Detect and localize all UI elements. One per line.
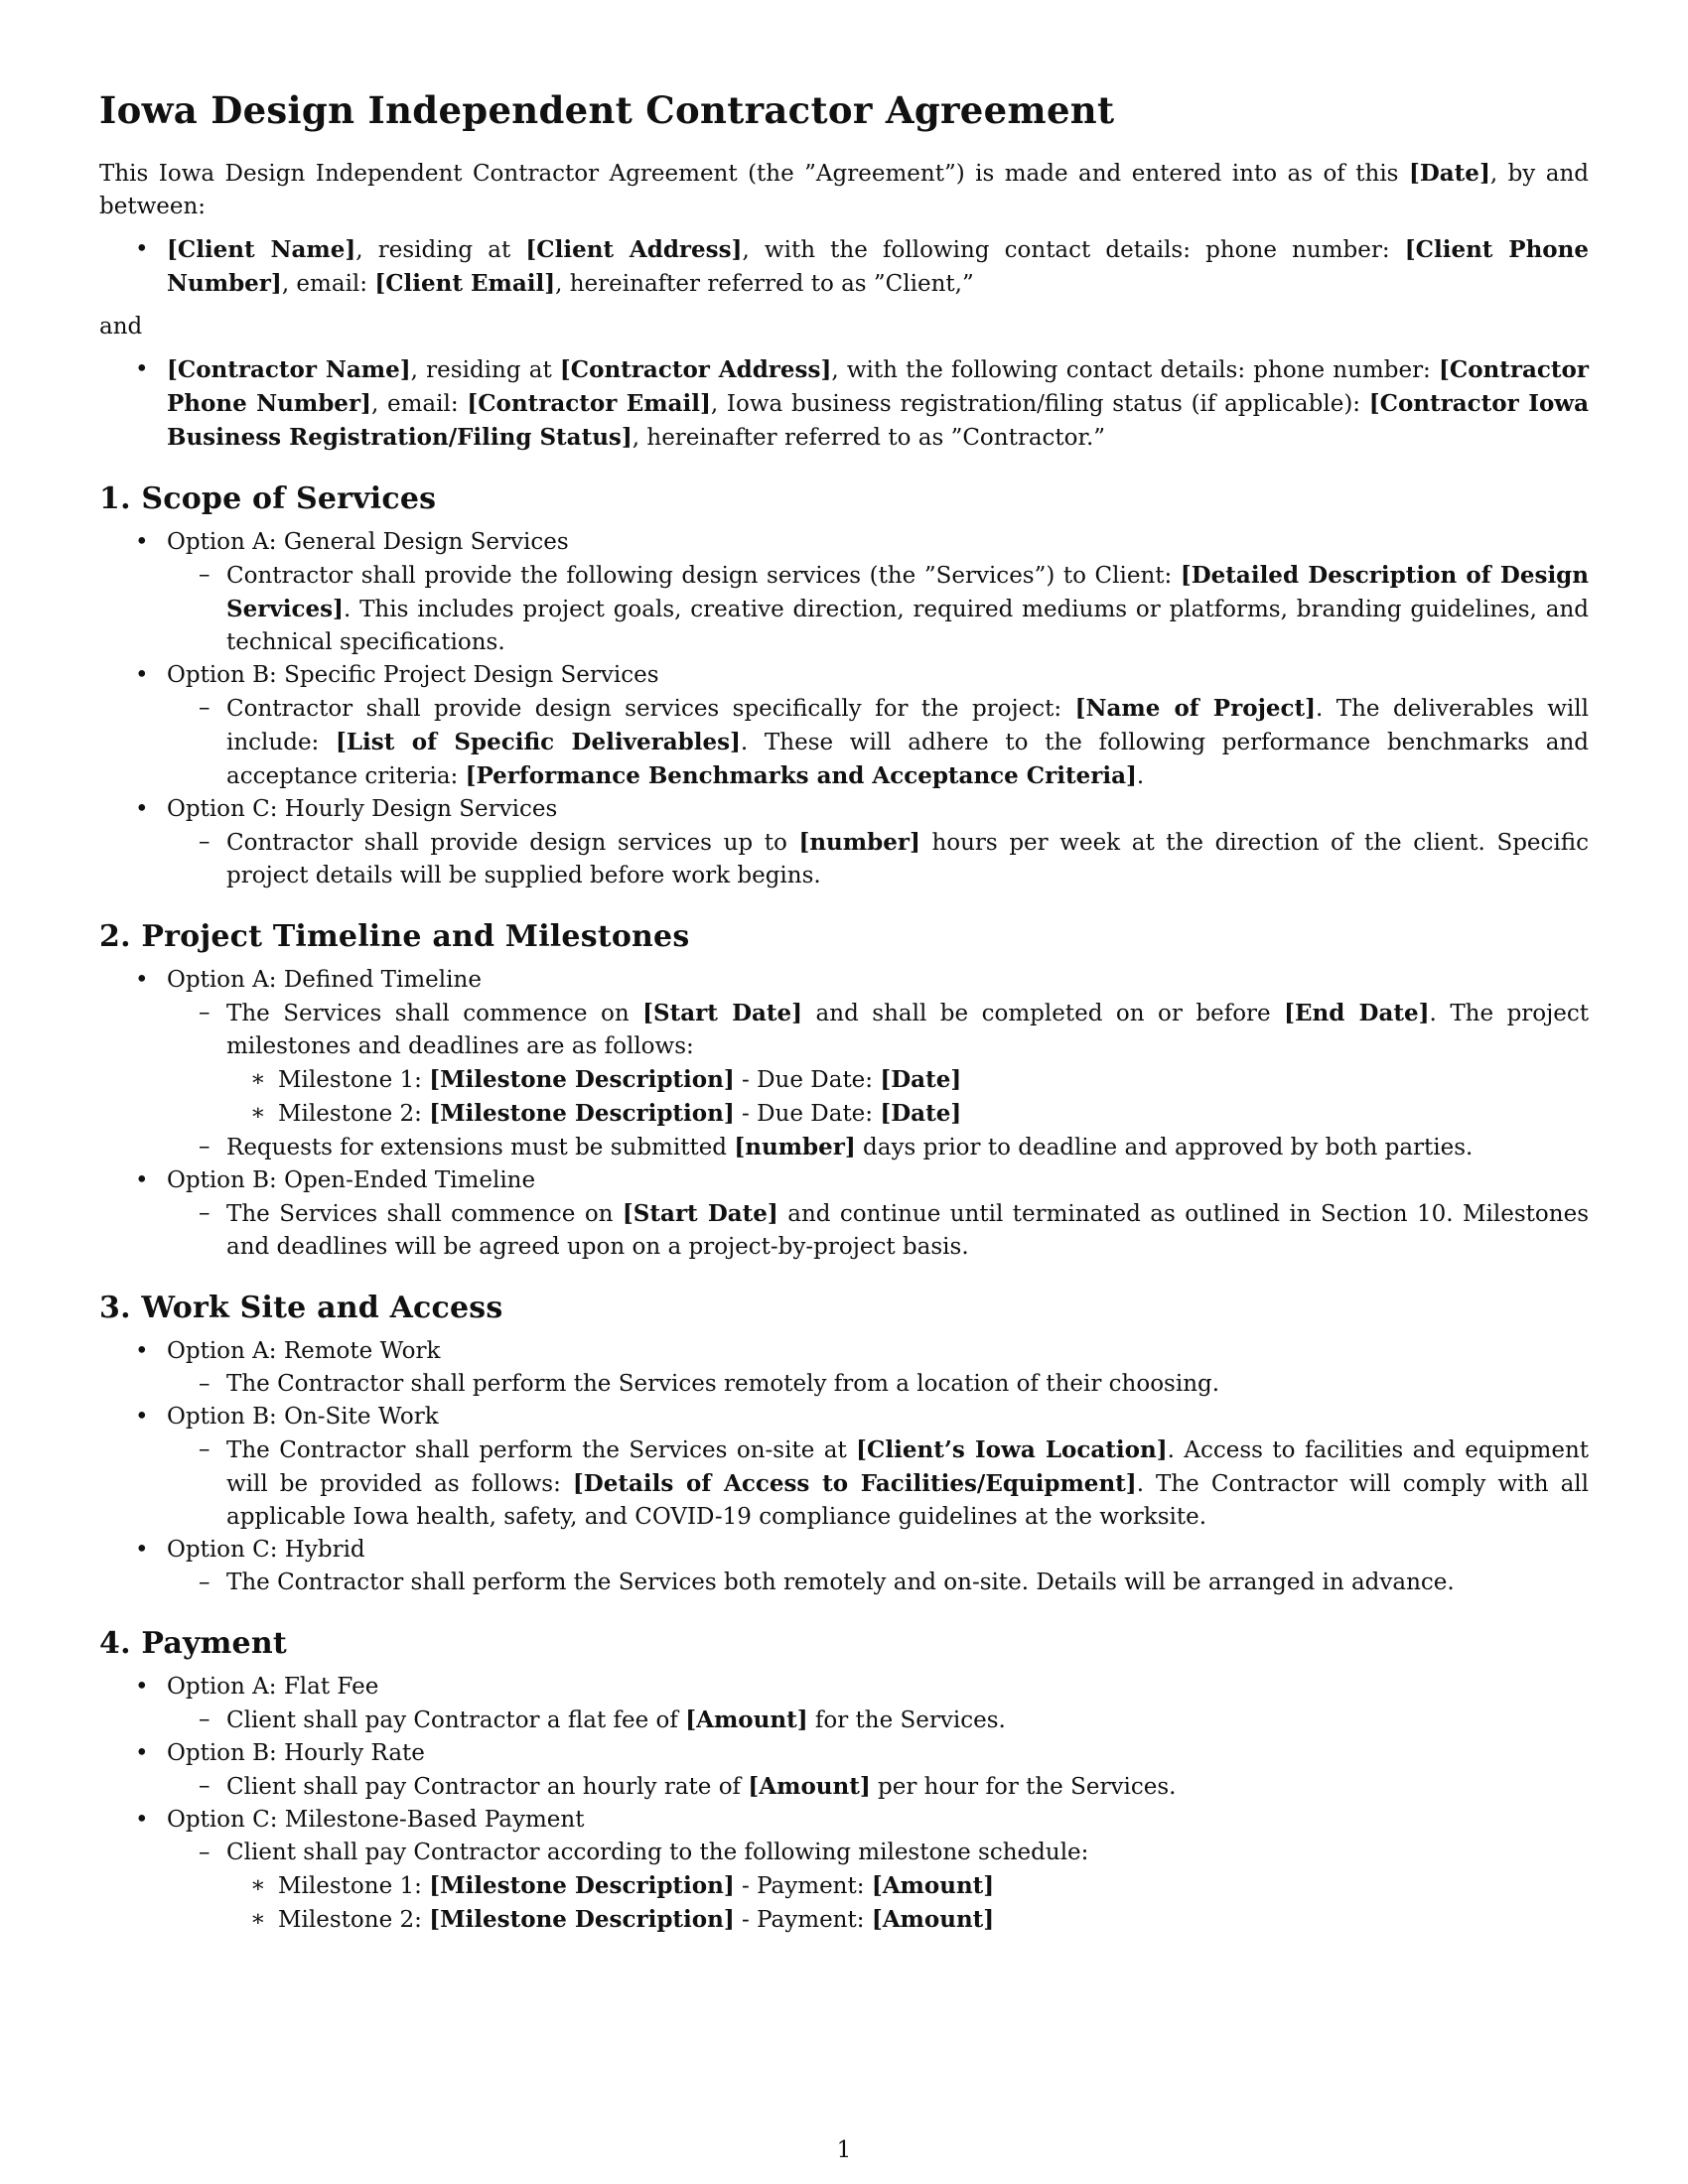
option-detail bbox=[167, 826, 1589, 892]
placeholder: [Milestone Description] bbox=[429, 1906, 735, 1933]
option-detail bbox=[167, 1567, 1589, 1599]
option-label: Option C: Hybrid bbox=[167, 1537, 365, 1563]
placeholder: [Start Date] bbox=[622, 1200, 778, 1227]
section-heading-timeline: 2. Project Timeline and Milestones bbox=[99, 919, 690, 954]
milestone-list bbox=[167, 1063, 1589, 1131]
placeholder: [Date] bbox=[880, 1066, 962, 1093]
milestone-text: - Payment: bbox=[734, 1873, 872, 1899]
option-details bbox=[99, 692, 1589, 793]
placeholder: [Start Date] bbox=[642, 1000, 803, 1026]
option-details bbox=[99, 1567, 1589, 1599]
milestone-text: Milestone 1: bbox=[278, 1067, 430, 1093]
placeholder: [List of Specific Deliverables] bbox=[336, 729, 741, 755]
option-detail bbox=[167, 692, 1589, 793]
party-text: , residing at bbox=[355, 237, 526, 263]
option-label: Option A: Defined Timeline bbox=[167, 967, 482, 993]
party-text: , hereinafter referred to as ”Contractor.” bbox=[632, 425, 1106, 451]
detail-text: . Access to facilities and equipment will be provided as follows: bbox=[226, 1437, 1589, 1497]
option-label: Option B: Open-Ended Timeline bbox=[167, 1167, 536, 1193]
contractor-registration-placeholder: [Contractor Iowa Business Registration/Filing Status] bbox=[167, 390, 1589, 451]
detail-text: Client shall pay Contractor an hourly rate of bbox=[226, 1774, 749, 1800]
option-item bbox=[99, 1804, 1589, 1937]
payment-options bbox=[99, 1671, 1589, 1937]
detail-text: . This includes project goals, creative direction, required mediums or platforms, branding guidelines, and technical specifications. bbox=[226, 597, 1589, 655]
party-text: , Iowa business registration/filing status (if applicable): bbox=[710, 391, 1369, 417]
and-connector: and bbox=[99, 314, 143, 340]
timeline-options bbox=[99, 964, 1589, 1264]
detail-text: days prior to deadline and approved by both parties. bbox=[855, 1135, 1474, 1160]
client-name-placeholder: [Client Name] bbox=[167, 236, 356, 263]
placeholder: [Amount] bbox=[871, 1906, 995, 1933]
placeholder: [Milestone Description] bbox=[429, 1100, 735, 1127]
intro-text: This Iowa Design Independent Contractor Agreement (the ”Agreement”) is made and entered into as of this bbox=[99, 161, 1409, 187]
detail-text: hours per week at the direction of the client. Specific project details will be supplied before work begins. bbox=[226, 830, 1589, 888]
intro-text: , by and between: bbox=[99, 161, 1590, 219]
milestone-text: - Payment: bbox=[734, 1907, 872, 1933]
contractor-phone-placeholder: [Contractor Phone Number] bbox=[167, 356, 1589, 417]
placeholder: [number] bbox=[734, 1134, 856, 1160]
milestone-text: Milestone 2: bbox=[278, 1907, 430, 1933]
section-heading-payment: 4. Payment bbox=[99, 1626, 287, 1661]
option-label: Option B: Specific Project Design Services bbox=[167, 662, 659, 688]
detail-text: Contractor shall provide design services up to bbox=[226, 830, 799, 856]
option-item bbox=[99, 793, 1589, 892]
party-text: , with the following contact details: phone number: bbox=[742, 237, 1405, 263]
milestone-list bbox=[167, 1869, 1589, 1937]
option-label: Option B: On-Site Work bbox=[167, 1404, 439, 1430]
option-details bbox=[99, 1704, 1589, 1737]
document-title: Iowa Design Independent Contractor Agreement bbox=[99, 88, 1115, 132]
detail-text: per hour for the Services. bbox=[870, 1774, 1177, 1800]
client-email-placeholder: [Client Email] bbox=[374, 270, 556, 297]
placeholder: [Date] bbox=[880, 1100, 962, 1127]
detail-text: Contractor shall provide the following design services (the ”Services”) to Client: bbox=[226, 563, 1181, 589]
option-item bbox=[99, 526, 1589, 659]
option-label: Option B: Hourly Rate bbox=[167, 1740, 425, 1766]
option-detail bbox=[167, 559, 1589, 659]
party-text: , with the following contact details: phone number: bbox=[831, 357, 1440, 383]
worksite-options bbox=[99, 1335, 1589, 1599]
option-item bbox=[99, 1671, 1589, 1737]
option-details bbox=[99, 826, 1589, 892]
option-detail bbox=[167, 1197, 1589, 1264]
client-address-placeholder: [Client Address] bbox=[525, 236, 743, 263]
client-party-item bbox=[99, 233, 1589, 301]
option-item bbox=[99, 659, 1589, 793]
detail-text: The Contractor shall perform the Services on-site at bbox=[226, 1437, 857, 1463]
detail-text: The Contractor shall perform the Services both remotely and on-site. Details will be arranged in advance. bbox=[226, 1570, 1455, 1595]
contractor-address-placeholder: [Contractor Address] bbox=[559, 356, 832, 383]
placeholder: [End Date] bbox=[1284, 1000, 1430, 1026]
milestone-item bbox=[226, 1903, 1589, 1937]
detail-text: and shall be completed on or before bbox=[802, 1001, 1285, 1026]
placeholder: [Detailed Description of Design Services] bbox=[226, 562, 1589, 622]
placeholder: [Amount] bbox=[871, 1872, 995, 1899]
option-label: Option C: Hourly Design Services bbox=[167, 796, 558, 822]
option-item bbox=[99, 1401, 1589, 1534]
placeholder: [Amount] bbox=[748, 1773, 871, 1800]
option-details bbox=[99, 1770, 1589, 1804]
option-item bbox=[99, 1335, 1589, 1401]
option-detail bbox=[167, 997, 1589, 1131]
detail-text: The Services shall commence on bbox=[226, 1201, 623, 1227]
party-text: , residing at bbox=[410, 357, 560, 383]
contractor-party-item bbox=[99, 353, 1589, 455]
option-detail bbox=[167, 1704, 1589, 1737]
option-details bbox=[99, 1197, 1589, 1264]
option-details bbox=[99, 1368, 1589, 1401]
scope-options bbox=[99, 526, 1589, 892]
option-item bbox=[99, 964, 1589, 1164]
contractor-email-placeholder: [Contractor Email] bbox=[467, 390, 711, 417]
party-text: , email: bbox=[370, 391, 468, 417]
detail-text: and continue until terminated as outlined in Section 10. Milestones and deadlines will be agreed upon on a project-by-project basis. bbox=[226, 1201, 1590, 1260]
client-list bbox=[99, 233, 1589, 301]
option-details bbox=[99, 559, 1589, 659]
contractor-list bbox=[99, 353, 1589, 455]
detail-text: . bbox=[1136, 763, 1145, 789]
party-text: , email: bbox=[281, 271, 375, 297]
milestone-item bbox=[226, 1097, 1589, 1131]
placeholder: [Performance Benchmarks and Acceptance Criteria] bbox=[465, 762, 1137, 789]
contractor-name-placeholder: [Contractor Name] bbox=[167, 356, 411, 383]
option-item bbox=[99, 1534, 1589, 1599]
date-placeholder: [Date] bbox=[1408, 160, 1490, 187]
detail-text: Contractor shall provide design services specifically for the project: bbox=[226, 696, 1075, 722]
placeholder: [number] bbox=[798, 829, 920, 856]
option-item bbox=[99, 1164, 1589, 1264]
option-label: Option C: Milestone-Based Payment bbox=[167, 1807, 585, 1833]
section-heading-worksite: 3. Work Site and Access bbox=[99, 1291, 503, 1325]
option-item bbox=[99, 1737, 1589, 1804]
detail-text: . The Contractor will comply with all applicable Iowa health, safety, and COVID-19 compliance guidelines at the worksite. bbox=[226, 1471, 1589, 1530]
detail-text: Client shall pay Contractor according to the following milestone schedule: bbox=[226, 1840, 1089, 1865]
party-text: , hereinafter referred to as ”Client,” bbox=[555, 271, 974, 297]
detail-text: . These will adhere to the following performance benchmarks and acceptance criteria: bbox=[226, 730, 1589, 789]
placeholder: [Details of Access to Facilities/Equipment] bbox=[572, 1470, 1137, 1497]
option-detail bbox=[167, 1770, 1589, 1804]
detail-text: . The project milestones and deadlines are as follows: bbox=[226, 1001, 1589, 1059]
milestone-item bbox=[226, 1869, 1589, 1903]
detail-text: . The deliverables will include: bbox=[226, 696, 1589, 755]
detail-text: for the Services. bbox=[807, 1707, 1006, 1733]
detail-text: The Contractor shall perform the Services remotely from a location of their choosing. bbox=[226, 1371, 1220, 1397]
milestone-text: Milestone 1: bbox=[278, 1873, 430, 1899]
option-detail bbox=[167, 1131, 1589, 1164]
placeholder: [Milestone Description] bbox=[429, 1066, 735, 1093]
placeholder: [Client’s Iowa Location] bbox=[856, 1436, 1168, 1463]
milestone-text: - Due Date: bbox=[734, 1101, 881, 1127]
option-detail bbox=[167, 1433, 1589, 1534]
placeholder: [Amount] bbox=[685, 1706, 808, 1733]
option-detail bbox=[167, 1837, 1589, 1937]
option-details bbox=[99, 1837, 1589, 1937]
placeholder: [Name of Project] bbox=[1074, 695, 1317, 722]
option-label: Option A: Flat Fee bbox=[167, 1674, 379, 1700]
intro-paragraph bbox=[99, 157, 1589, 223]
option-details bbox=[99, 997, 1589, 1164]
option-label: Option A: Remote Work bbox=[167, 1338, 441, 1364]
detail-text: Requests for extensions must be submitted bbox=[226, 1135, 735, 1160]
milestone-text: - Due Date: bbox=[734, 1067, 881, 1093]
client-phone-placeholder: [Client Phone Number] bbox=[167, 236, 1589, 297]
option-label: Option A: General Design Services bbox=[167, 529, 569, 555]
page-number: 1 bbox=[836, 2137, 852, 2163]
milestone-item bbox=[226, 1063, 1589, 1097]
placeholder: [Milestone Description] bbox=[429, 1872, 735, 1899]
detail-text: Client shall pay Contractor a flat fee of bbox=[226, 1707, 686, 1733]
milestone-text: Milestone 2: bbox=[278, 1101, 430, 1127]
option-detail bbox=[167, 1368, 1589, 1401]
detail-text: The Services shall commence on bbox=[226, 1001, 643, 1026]
section-heading-scope: 1. Scope of Services bbox=[99, 481, 437, 516]
option-details bbox=[99, 1433, 1589, 1534]
